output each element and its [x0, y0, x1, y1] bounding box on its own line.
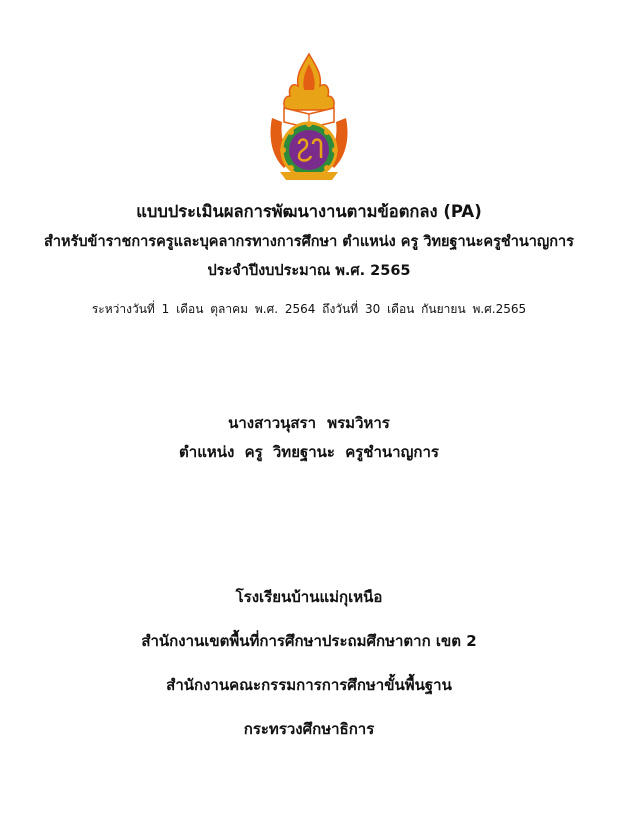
school-name: โรงเรียนบ้านแม่กุเหนือ — [235, 588, 383, 606]
ministry-name: กระทรวงศึกษาธิการ — [243, 720, 375, 738]
person-position: ตำแหน่ง ครู วิทยฐานะ ครูชำนาญการ — [179, 443, 439, 461]
person-name: นางสาวนุสรา พรมวิหาร — [228, 414, 390, 432]
document-subtitle: สำหรับข้าราชการครูและบุคลากรทางการศึกษา ตำแหน่ง ครู วิทยฐานะครูชำนาญการ — [44, 234, 574, 250]
document-title: แบบประเมินผลการพัฒนางานตามข้อตกลง (PA) — [136, 202, 482, 221]
fiscal-year: ประจำปีงบประมาณ พ.ศ. 2565 — [207, 263, 411, 279]
education-office: สำนักงานเขตพื้นที่การศึกษาประถมศึกษาตาก เขต 2 — [141, 632, 477, 650]
commission-name: สำนักงานคณะกรรมการการศึกษาขั้นพื้นฐาน — [166, 676, 452, 694]
evaluation-period: ระหว่างวันที่ 1 เดือน ตุลาคม พ.ศ. 2564 ถึงวันที่ 30 เดือน กันยายน พ.ศ.2565 — [91, 302, 527, 316]
obec-emblem-icon — [266, 52, 352, 182]
